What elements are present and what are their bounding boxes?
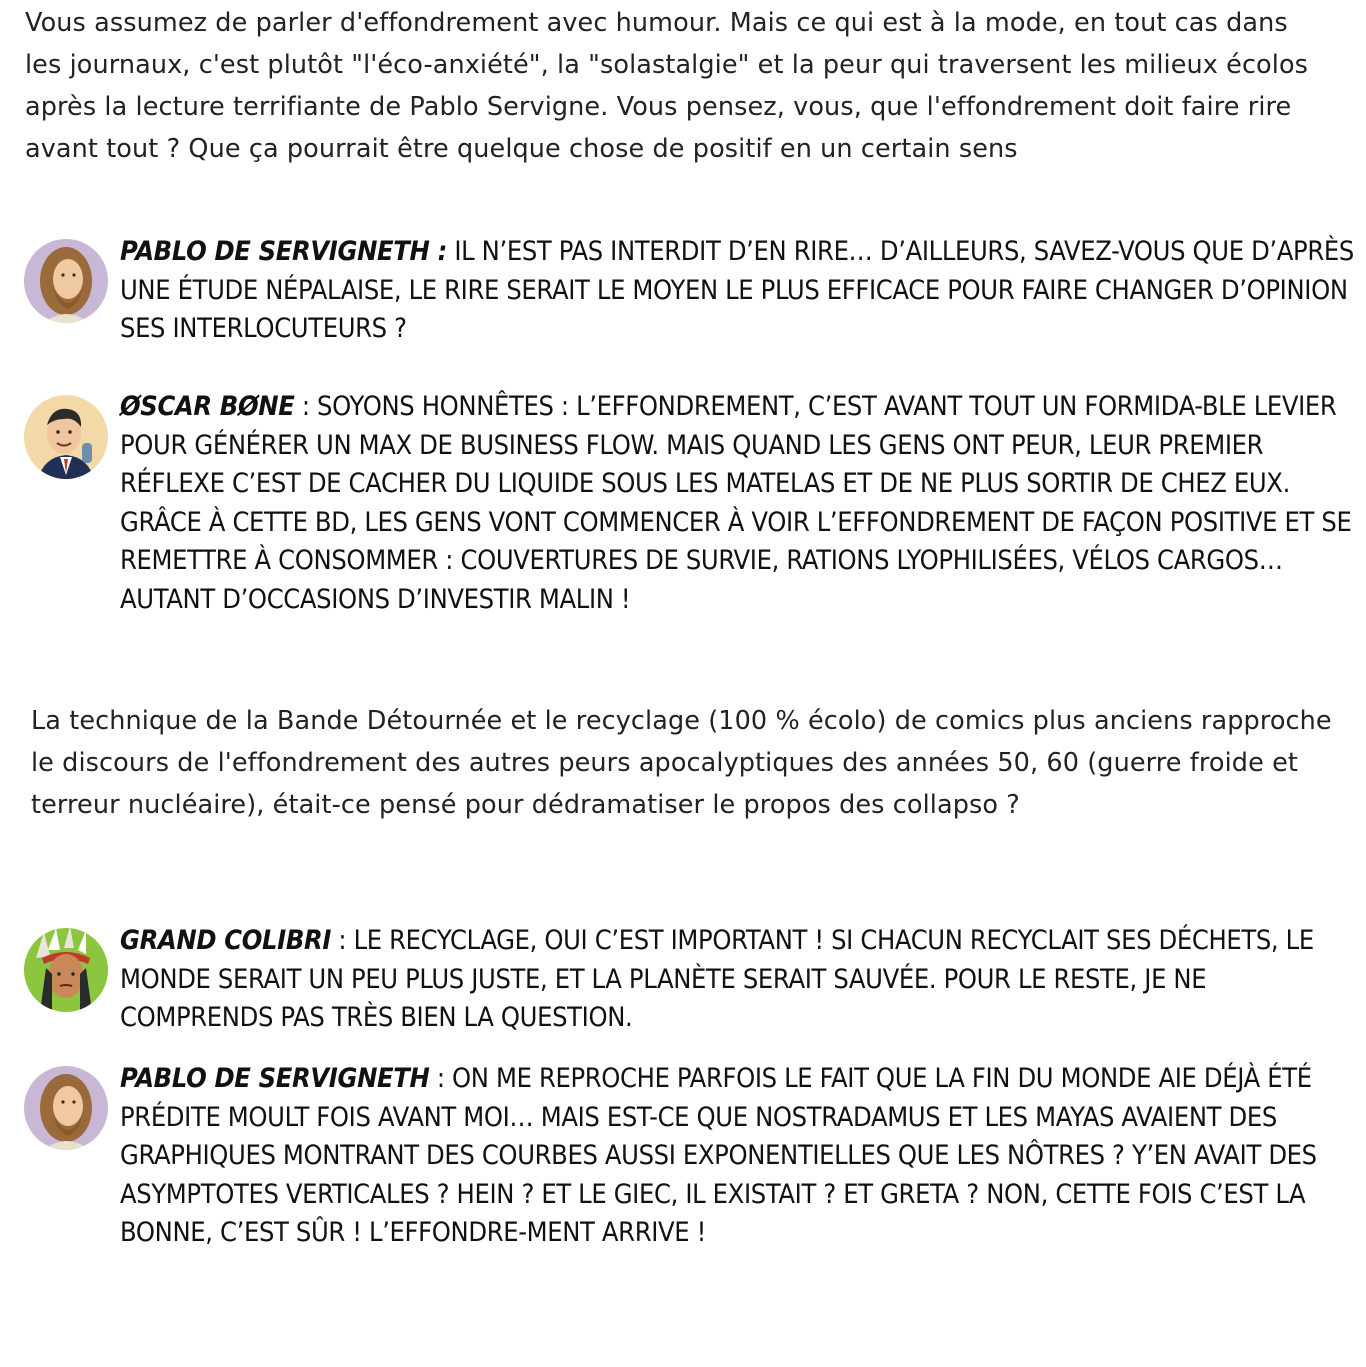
reply-body: : LE RECYCLAGE, OUI C’EST IMPORTANT ! SI CHACUN RECYCLAIT SES DÉCHETS, LE MONDE SERAIT UN PEU PLUS JUSTE, ET LA PLANÈTE SERAIT SAUVÉE. POUR LE RESTE, JE NE COMPRENDS PAS TRÈS BIEN LA QUESTION. — [120, 925, 1314, 1034]
speaker-name: ØSCAR BØNE — [120, 391, 295, 422]
reply-text — [120, 1060, 1357, 1253]
chief-portrait-icon — [24, 928, 108, 1012]
jesus-portrait-icon — [24, 1066, 108, 1150]
speaker-name: PABLO DE SERVIGNETH — [120, 1063, 430, 1094]
avatar-pablo-de-servigneth — [24, 1066, 108, 1150]
avatar-oscar-bone — [24, 395, 108, 479]
question-1: Vous assumez de parler d'effondrement avec humour. Mais ce qui est à la mode, en tout cas dans les journaux, c'est plutôt "l'éco-anxiété", la "solastalgie" et la peur qui traversent les milieux écolos après la lecture terrifiante de Pablo Servigne. Vous pensez, vous, que l'effondrement doit faire rire avant tout ? Que ça pourrait être quelque chose de positif en un certain sens — [25, 8, 1309, 164]
reply-text — [120, 922, 1357, 1038]
reply-text — [120, 233, 1357, 349]
avatar-pablo-de-servigneth — [24, 239, 108, 323]
avatar-grand-colibri — [24, 928, 108, 1012]
reply-body: : SOYONS HONNÊTES : L’EFFONDREMENT, C’EST AVANT TOUT UN FORMIDA-BLE LEVIER POUR GÉNÉRER UN MAX DE BUSINESS FLOW. MAIS QUAND LES GENS ONT PEUR, LEUR PREMIER RÉFLEXE C’EST DE CACHER DU LIQUIDE SOUS LES MATELAS ET DE NE PLUS SORTIR DE CHEZ EUX. GRÂCE À CETTE BD, LES GENS VONT COMMENCER À VOIR L’EFFONDREMENT DE FAÇON POSITIVE ET SE REMETTRE À CONSOMMER : COUVERTURES DE SURVIE, RATIONS LYOPHILISÉES, VÉLOS CARGOS… AUTANT D’OCCASIONS D’INVESTIR MALIN ! — [120, 391, 1352, 615]
question-2: La technique de la Bande Détournée et le recyclage (100 % écolo) de comics plus anciens rapproche le discours de l'effondrement des autres peurs apocalyptiques des années 50, 60 (guerre froide et terreur nucléaire), était-ce pensé pour dédramatiser le propos des collapso ? — [31, 706, 1332, 820]
speaker-name: PABLO DE SERVIGNETH : — [120, 236, 447, 267]
jesus-portrait-icon — [24, 239, 108, 323]
businessman-portrait-icon — [24, 395, 108, 479]
reply-body: : ON ME REPROCHE PARFOIS LE FAIT QUE LA FIN DU MONDE AIE DÉJÀ ÉTÉ PRÉDITE MOULT FOIS AVANT MOI… MAIS EST-CE QUE NOSTRADAMUS ET LES MAYAS AVAIENT DES GRAPHIQUES MONTRANT DES COURBES AUSSI EXPONENTIELLES QUE LES NÔTRES ? Y’EN AVAIT DES ASYMPTOTES VERTICALES ? HEIN ? ET LE GIEC, IL EXISTAIT ? ET GRETA ? NON, CETTE FOIS C’EST LA BONNE, C’EST SÛR ! L’EFFONDRE-MENT ARRIVE ! — [120, 1063, 1317, 1249]
reply-text — [120, 388, 1357, 620]
reply-body: IL N’EST PAS INTERDIT D’EN RIRE… D’AILLEURS, SAVEZ-VOUS QUE D’APRÈS UNE ÉTUDE NÉPALAISE, LE RIRE SERAIT LE MOYEN LE PLUS EFFICACE POUR FAIRE CHANGER D’OPINION SES INTERLOCUTEURS ? — [120, 236, 1354, 345]
speaker-name: GRAND COLIBRI — [120, 925, 332, 956]
